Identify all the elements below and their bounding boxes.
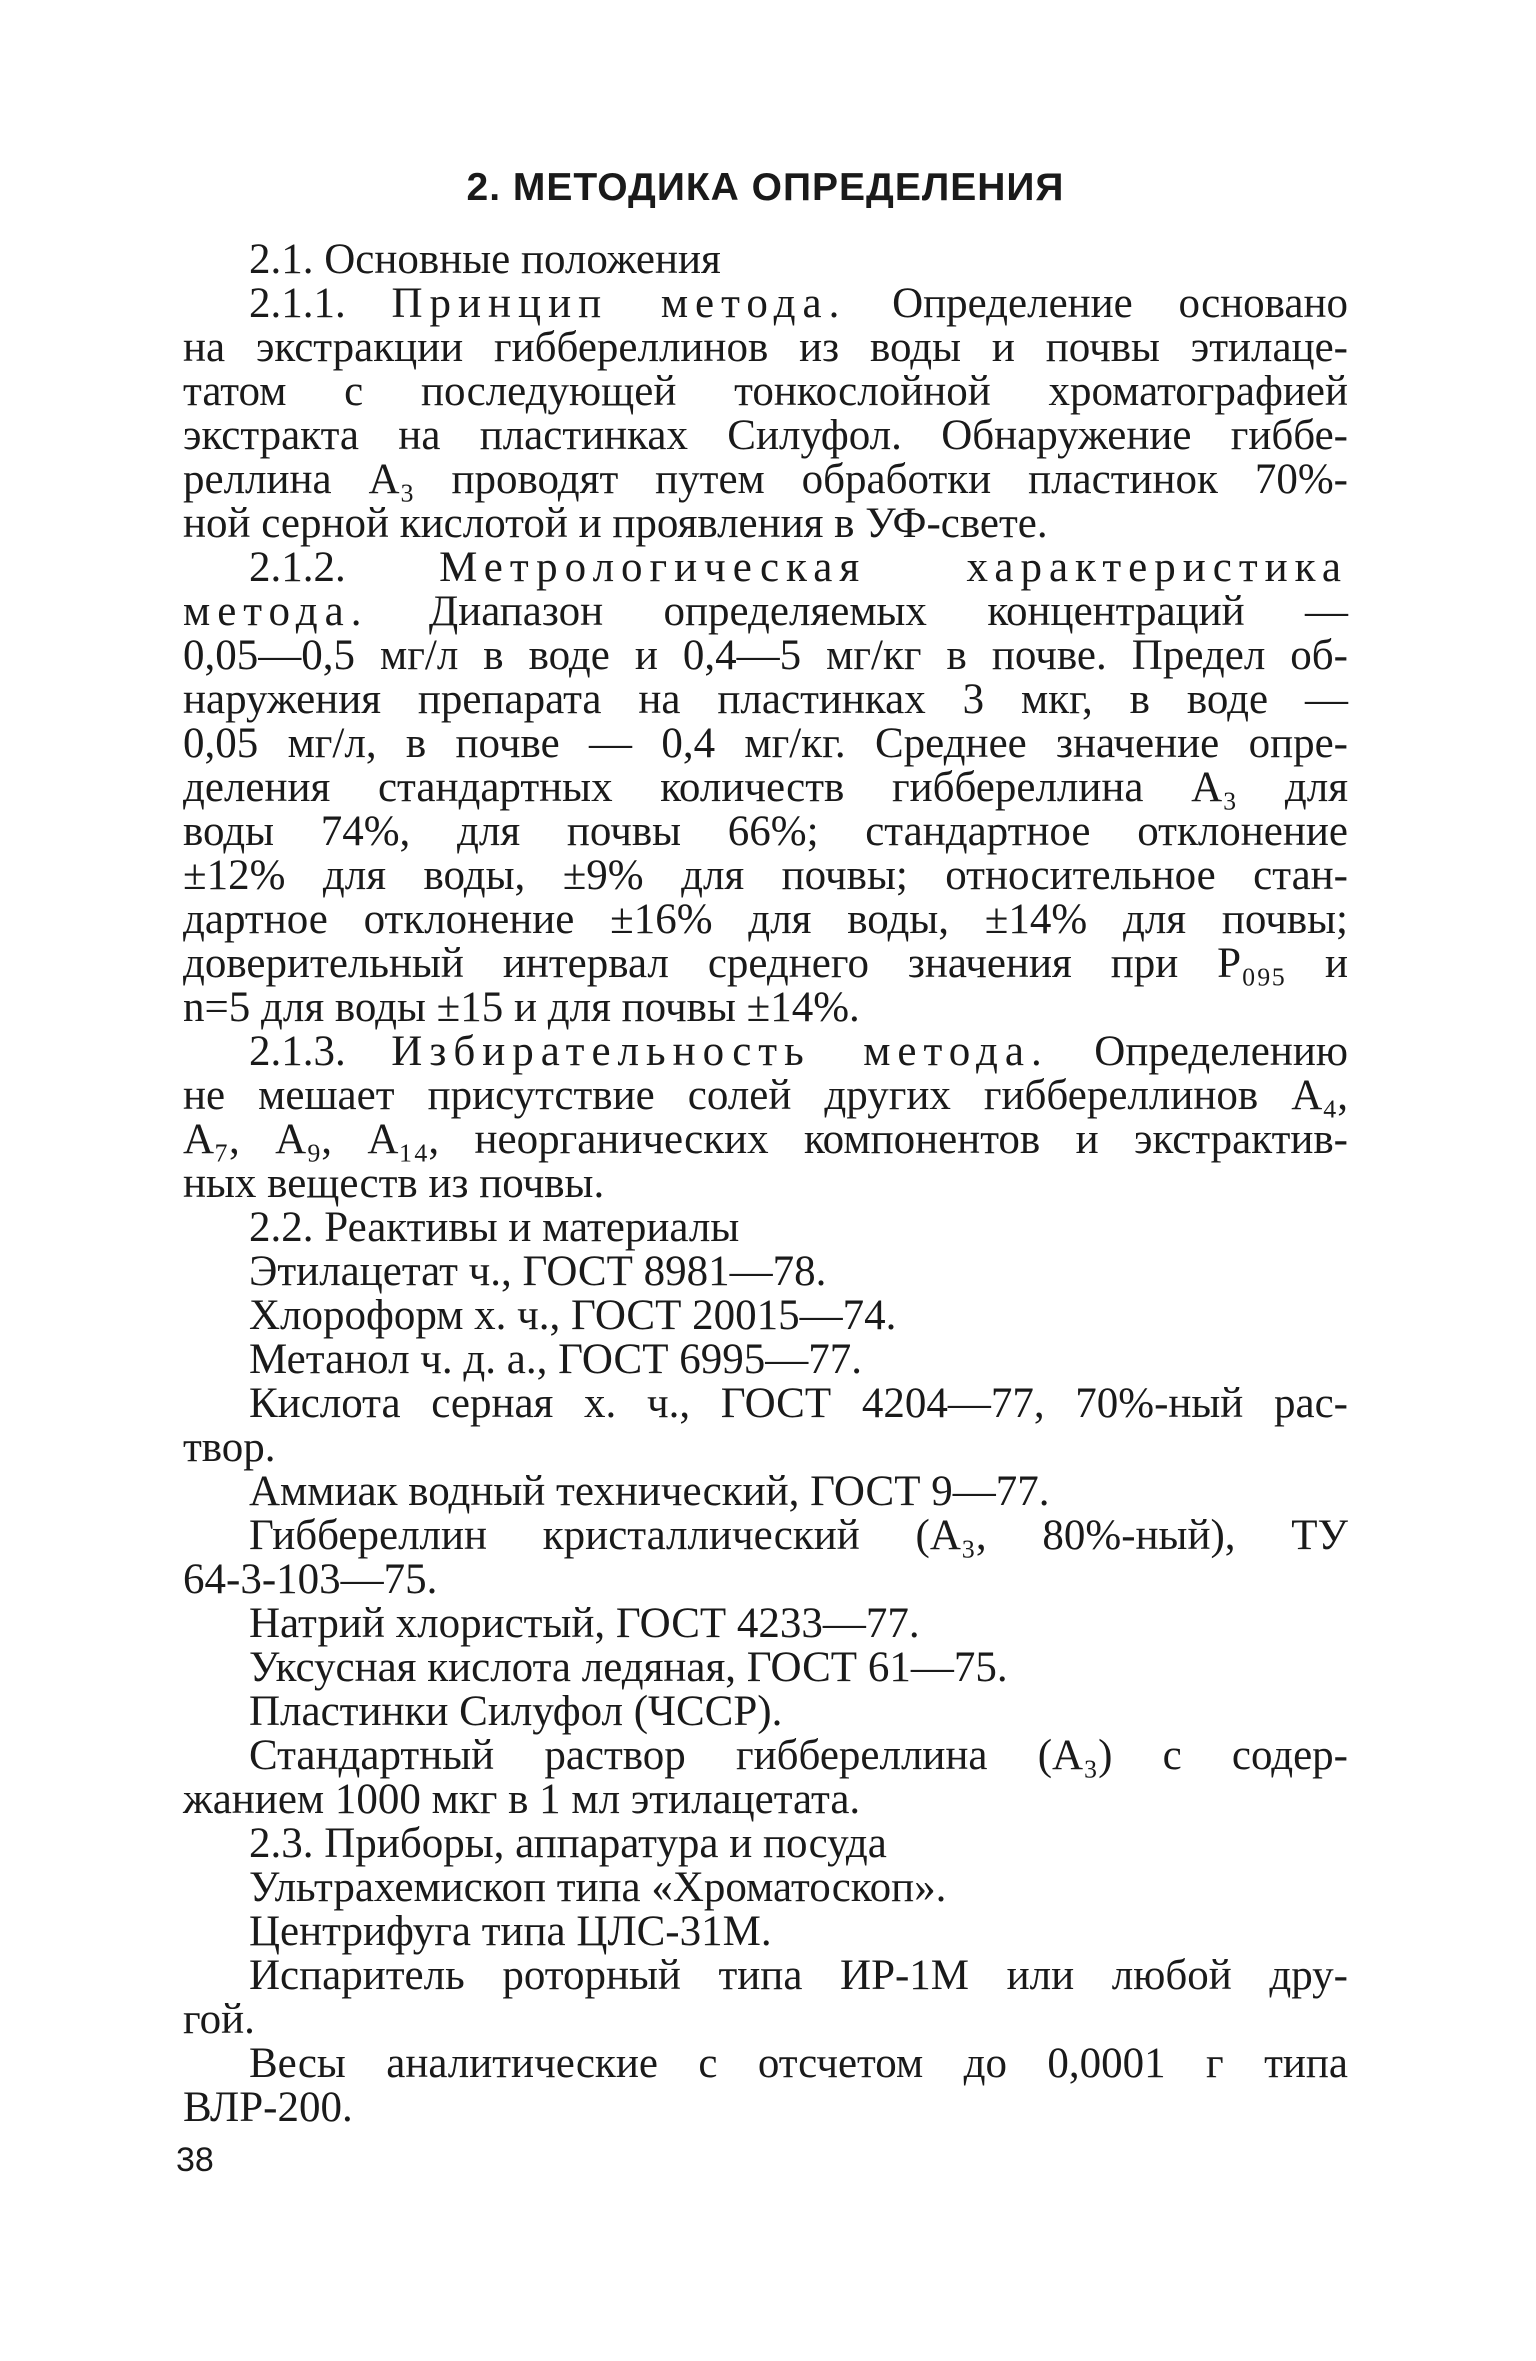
paragraph-line: А₇, А₉, А₁₄, неорганических компонентов и экстрактив- bbox=[183, 1116, 1348, 1163]
paragraph-line: ных веществ из почвы. bbox=[183, 1160, 605, 1207]
list-item-line: Уксусная кислота ледяная, ГОСТ 61—75. bbox=[249, 1644, 1008, 1691]
paragraph-2-1-3 bbox=[183, 1030, 1348, 1206]
reagent-item bbox=[183, 1338, 1348, 1382]
paragraph-line: реллина А₃ проводят путем обработки пластинок 70%- bbox=[183, 456, 1348, 503]
list-item-line: Этилацетат ч., ГОСТ 8981—78. bbox=[249, 1248, 827, 1295]
paragraph-line: воды 74%, для почвы 66%; стандартное отклонение bbox=[183, 808, 1348, 855]
reagent-item bbox=[183, 1382, 1348, 1470]
list-item-line: жанием 1000 мкг в 1 мл этилацетата. bbox=[183, 1776, 861, 1823]
paragraph-line: n=5 для воды ±15 и для почвы ±14%. bbox=[183, 984, 860, 1031]
section-2-2 bbox=[183, 1206, 1348, 1822]
paragraph-line: экстракта на пластинках Силуфол. Обнаружение гиббе- bbox=[183, 412, 1348, 459]
paragraph-line: ±12% для воды, ±9% для почвы; относительное стан- bbox=[183, 852, 1348, 899]
equipment-item bbox=[183, 2042, 1348, 2130]
paragraph-2-1-2 bbox=[183, 546, 1348, 1030]
list-item-line: Центрифуга типа ЦЛС-31М. bbox=[249, 1908, 772, 1955]
list-item-line: ВЛР-200. bbox=[183, 2084, 353, 2131]
emphasis-label: Избирательность метода. bbox=[391, 1028, 1049, 1075]
list-item-line: Метанол ч. д. а., ГОСТ 6995—77. bbox=[249, 1336, 862, 1383]
paragraph-line: 2.1.2. Метрологическая характеристика bbox=[249, 544, 1348, 591]
equipment-item bbox=[183, 1954, 1348, 2042]
paragraph-line: 2.1.3. Избирательность метода. Определению bbox=[249, 1028, 1349, 1075]
list-item-line: Пластинки Силуфол (ЧССР). bbox=[249, 1688, 783, 1735]
list-item-line: твор. bbox=[183, 1424, 276, 1471]
paragraph-line: на экстракции гиббереллинов из воды и почвы этилаце- bbox=[183, 324, 1348, 371]
paragraph-line: доверительный интервал среднего значения при P₀₉₅ и bbox=[183, 940, 1348, 987]
list-item-line: Хлороформ х. ч., ГОСТ 20015—74. bbox=[249, 1292, 897, 1339]
reagent-item bbox=[183, 1514, 1348, 1602]
paragraph-line: татом с последующей тонкослойной хроматографией bbox=[183, 368, 1348, 415]
list-item-line: Натрий хлористый, ГОСТ 4233—77. bbox=[249, 1600, 920, 1647]
subsection-title-2-2: 2.2. Реактивы и материалы bbox=[249, 1204, 740, 1251]
paragraph-line: не мешает присутствие солей других гиббереллинов А₄, bbox=[183, 1072, 1348, 1119]
reagent-item bbox=[183, 1294, 1348, 1338]
subsection-title-2-1: 2.1. Основные положения bbox=[249, 236, 721, 283]
section-2-3 bbox=[183, 1822, 1348, 2130]
reagent-item bbox=[183, 1690, 1348, 1734]
equipment-item bbox=[183, 1910, 1348, 1954]
subsection-title-2-3: 2.3. Приборы, аппаратура и посуда bbox=[249, 1820, 887, 1867]
reagent-item bbox=[183, 1470, 1348, 1514]
paragraph-line: деления стандартных количеств гиббереллина А₃ для bbox=[183, 764, 1348, 811]
emphasis-label: Принцип метода. bbox=[391, 280, 847, 327]
reagent-item bbox=[183, 1602, 1348, 1646]
paragraph-line: дартное отклонение ±16% для воды, ±14% для почвы; bbox=[183, 896, 1348, 943]
equipment-list bbox=[183, 1866, 1348, 2130]
reagent-item bbox=[183, 1250, 1348, 1294]
page-number: 38 bbox=[176, 2141, 214, 2179]
section-heading: 2. МЕТОДИКА ОПРЕДЕЛЕНИЯ bbox=[466, 166, 1065, 209]
paragraph-2-1-1 bbox=[183, 282, 1348, 546]
list-item-line: Ультрахемископ типа «Хроматоскоп». bbox=[249, 1864, 947, 1911]
list-item-line: Гиббереллин кристаллический (А₃, 80%-ный), ТУ bbox=[249, 1512, 1348, 1559]
reagent-item bbox=[183, 1734, 1348, 1822]
list-item-line: Весы аналитические с отсчетом до 0,0001 г типа bbox=[249, 2040, 1348, 2087]
list-item-line: Кислота серная х. ч., ГОСТ 4204—77, 70%-ный рас- bbox=[249, 1380, 1348, 1427]
paragraph-line: наружения препарата на пластинках 3 мкг, в воде — bbox=[183, 676, 1348, 723]
paragraph-line: 0,05 мг/л, в почве — 0,4 мг/кг. Среднее значение опре- bbox=[183, 720, 1348, 767]
emphasis-label: метода. bbox=[183, 588, 369, 635]
reagent-item bbox=[183, 1646, 1348, 1690]
list-item-line: Испаритель роторный типа ИР-1М или любой дру- bbox=[249, 1952, 1348, 1999]
section-2-1 bbox=[183, 238, 1348, 282]
emphasis-label: Метрологическая характеристика bbox=[439, 544, 1348, 591]
equipment-item bbox=[183, 1866, 1348, 1910]
paragraph-line: ной серной кислотой и проявления в УФ-свете. bbox=[183, 500, 1048, 547]
list-item-line: 64-3-103—75. bbox=[183, 1556, 438, 1603]
paragraph-line: 0,05—0,5 мг/л в воде и 0,4—5 мг/кг в почве. Предел об- bbox=[183, 632, 1348, 679]
list-item-line: Стандартный раствор гиббереллина (А₃) с содер- bbox=[249, 1732, 1348, 1779]
paragraph-line: 2.1.1. Принцип метода. Определение основано bbox=[249, 280, 1348, 327]
paragraph-line: метода. Диапазон определяемых концентраций — bbox=[183, 588, 1348, 635]
list-item-line: Аммиак водный технический, ГОСТ 9—77. bbox=[249, 1468, 1050, 1515]
reagents-list bbox=[183, 1250, 1348, 1822]
list-item-line: гой. bbox=[183, 1996, 255, 2043]
